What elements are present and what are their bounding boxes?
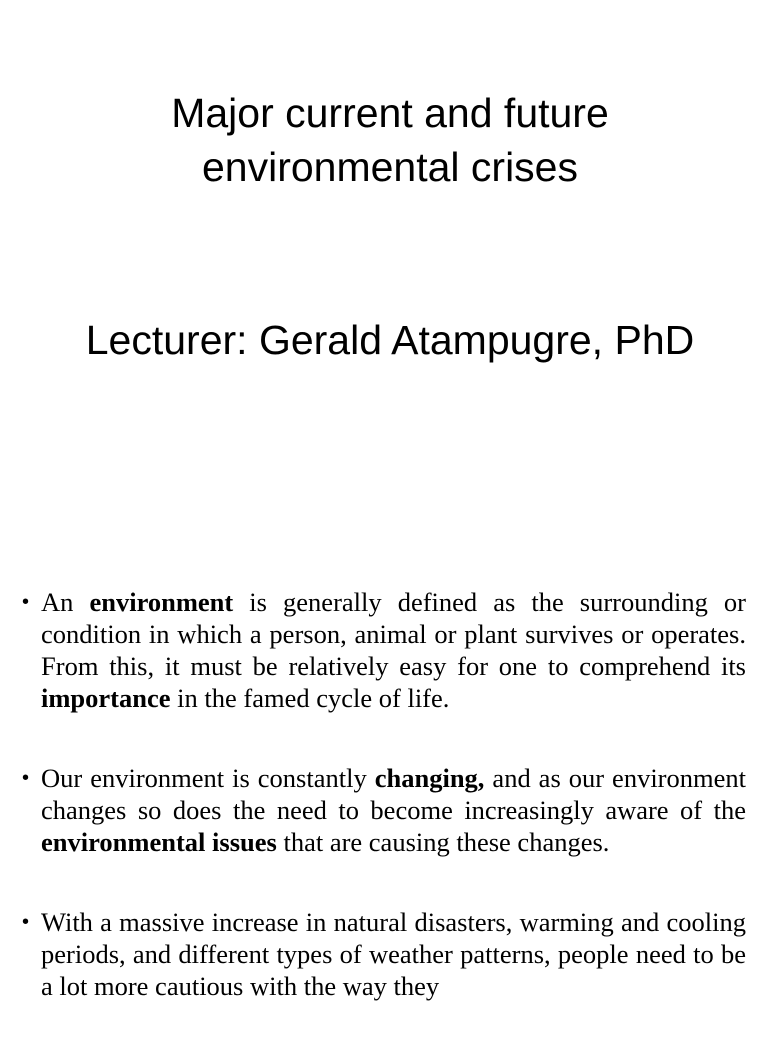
slide-title-line-1: Major current and future bbox=[171, 90, 609, 136]
bullet-icon: • bbox=[22, 767, 30, 789]
bullet-text: Our environment is constantly changing, and as our environment changes so does the need to become increasingly aware of the environmental issues that are causing these changes. bbox=[41, 763, 746, 857]
bullet-item bbox=[22, 586, 746, 714]
bullet-icon: • bbox=[22, 591, 30, 613]
slide-title-line-2: environmental crises bbox=[202, 144, 578, 190]
bullet-item bbox=[22, 762, 746, 858]
bullet-text: With a massive increase in natural disasters, warming and cooling periods, and different types of weather patterns, people need to be a lot more cautious with the way they bbox=[41, 907, 746, 1001]
bullet-text: An environment is generally defined as the surrounding or condition in which a person, animal or plant survives or operates. From this, it must be relatively easy for one to comprehend its importance in the famed cycle of life. bbox=[41, 587, 746, 713]
bullet-list bbox=[22, 586, 746, 1050]
bold-term: importance bbox=[41, 683, 171, 713]
bullet-icon: • bbox=[22, 911, 30, 933]
bullet-item bbox=[22, 906, 746, 1002]
bold-term: environmental issues bbox=[41, 827, 277, 857]
bold-term: environment bbox=[89, 587, 234, 617]
lecturer-name: Lecturer: Gerald Atampugre, PhD bbox=[85, 317, 695, 363]
bold-term: changing, bbox=[374, 763, 485, 793]
slide-title bbox=[0, 86, 768, 194]
